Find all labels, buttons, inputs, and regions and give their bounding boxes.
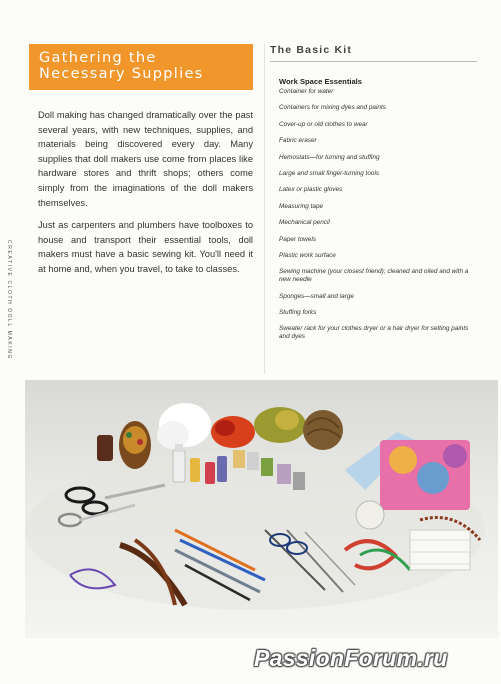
kit-item: Containers for mixing dyes and paints	[279, 104, 386, 112]
kit-item: Cover-up or old clothes to wear	[279, 120, 368, 128]
kit-item: Stuffing forks	[279, 309, 317, 317]
spine-text: CREATIVE CLOTH DOLL MAKING	[6, 240, 12, 360]
kit-item: Sweater rack for your clothes dryer or a hair dryer for setting paints and dyes	[279, 325, 469, 341]
kit-item: Container for water	[279, 88, 334, 95]
supplies-illustration	[25, 380, 498, 638]
site-watermark: PassionForum.ru	[254, 645, 448, 671]
kit-item: Hemostats—for turning and stuffing	[279, 153, 380, 161]
kit-item: Paper towels	[279, 235, 316, 243]
supplies-photo	[25, 380, 498, 638]
basic-kit-title: The Basic Kit	[270, 44, 477, 62]
column-divider	[264, 44, 265, 374]
intro-body	[29, 108, 253, 277]
intro-paragraph-1: Doll making has changed dramatically over the past several years, with new techniques, supplies, and materials being discovered every day. Many supplies that doll makers use come from places like hardware stores and thrift shops; others come simply from the imaginations of the doll makers themselves.	[38, 110, 253, 208]
intro-column	[29, 44, 253, 285]
section-title-line1: Gathering the	[39, 50, 157, 66]
kit-item: Mechanical pencil	[279, 219, 330, 227]
kit-item-list	[270, 88, 477, 341]
spine-running-head	[4, 170, 14, 430]
section-title-line2: Necessary Supplies	[39, 66, 204, 82]
intro-paragraph-2: Just as carpenters and plumbers have toolboxes to house and transport their essential tools, doll makers must have a basic sewing kit. You'll need it at home and, when you travel, to take to classes.	[38, 220, 253, 274]
kit-item: Latex or plastic gloves	[279, 186, 343, 194]
kit-item: Measuring tape	[279, 202, 324, 210]
work-space-subtitle: Work Space Essentials	[279, 77, 363, 86]
basic-kit-sidebar	[270, 44, 477, 350]
kit-item: Sponges—small and large	[279, 292, 354, 300]
section-title-bar	[29, 44, 253, 90]
kit-item: Large and small finger-turning tools	[279, 169, 380, 177]
kit-item: Sewing machine (your closest friend); cleaned and oiled and with a new needle	[279, 268, 469, 284]
kit-item: Plastic work surface	[279, 251, 336, 259]
kit-item: Fabric eraser	[279, 137, 317, 145]
